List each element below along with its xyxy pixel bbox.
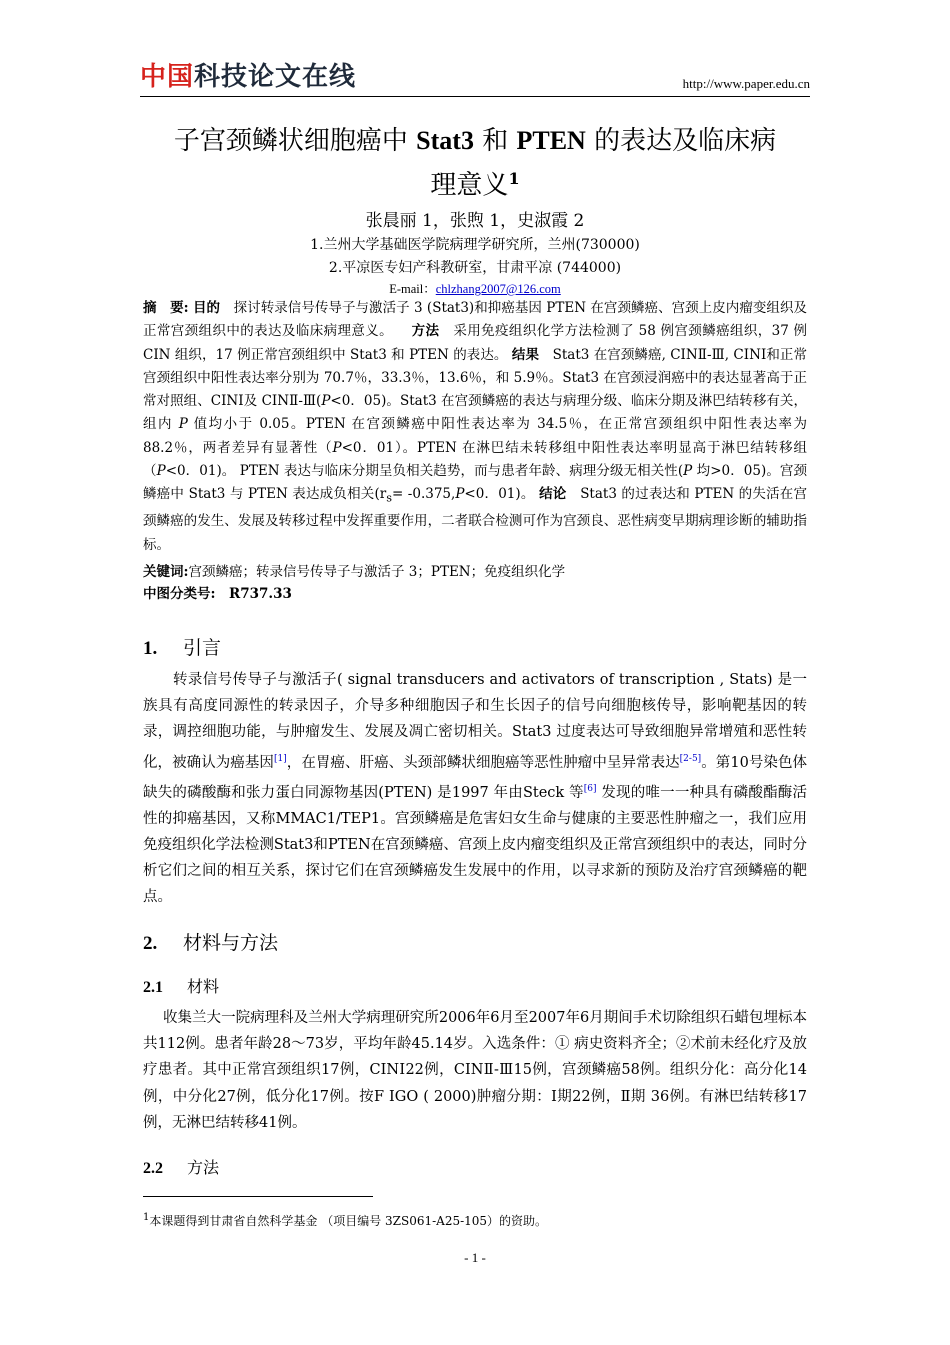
- classification-number: 中图分类号: R737.33: [143, 586, 292, 602]
- abstract: 摘 要: 目的 探讨转录信号传导子与激活子 3 (Stat3)和抑癌基因 PTEN 在宫颈鳞癌、宫颈上皮内瘤变组织及正常宫颈组织中的表达及临床病理意义。 方法 采用免疫组织化学方法检测了 58 例宫颈鳞癌组织，37 例 CIN 组织，17 例正常宫颈组织中 Stat3 和 PTEN 的表达。 结果 Stat3 在宫颈鳞癌, CINⅡ-Ⅲ, CINⅠ和正常宫颈组织中阳性表达率分别为 70.7％，33.3％，13.6％，和 5.9％。Stat3 在宫颈浸润癌中的表达显著高于正常对照组、CINⅠ及 CINⅡ-Ⅲ(P<0．05)。Stat3 在宫颈鳞癌的表达与病理分级、临床分期及淋巴结转移有关，组内 P 值均小于 0.05。PTEN 在宫颈鳞癌中阳性表达率为 34.5％，在正常宫颈组织中阳性表达率为 88.2％，两者差异有显著性（P<0．01）。PTEN 在淋巴结未转移组中阳性表达率明显高于淋巴结转移组（P<0．01)。 PTEN 表达与临床分期呈负相关趋势，而与患者年龄、病理分级无相关性(P 均>0．05)。宫颈鳞癌中 Stat3 与 PTEN 表达成负相关($r_s= -0.375,P<0$．01)。 结论 Stat3 的过表达和 PTEN 的失活在宫颈鳞癌的发生、发展及转移过程中发挥重要作用，二者联合检测可作为宫颈良、恶性病变早期病理诊断的辅助指标。: [143, 300, 808, 553]
- footnote: $^1$本课题得到甘肃省自然科学基金 （项目编号 3ZS061-A25-105）的资助。: [143, 1212, 548, 1228]
- citation-2-5[interactable]: [2-5]: [679, 753, 702, 764]
- footnote-rule: [143, 1196, 373, 1197]
- page-header: [140, 62, 810, 96]
- intro-paragraph: 转录信号传导子与激活子( signal transducers and activators of transcription , Stats) 是一族具有高度同源性的转录因子，介导多种细胞因子和生长因子的信号向细胞核传导，影响靶基因的转录，调控细胞功能，与肿瘤发生、发展及凋亡密切相关。Stat3 过度表达可导致细胞异常增殖和恶性转化，被确认为癌基因[1]，在胃癌、肝癌、头颈部鳞状细胞癌等恶性肿瘤中呈异常表达[2-5]。第10号染色体缺失的磷酸酶和张力蛋白同源物基因(PTEN) 是1997 年由Steck 等[6] 发现的唯一一种具有磷酸酯酶活性的抑癌基因，又称MMAC1/TEP1。宫颈鳞癌是危害妇女生命与健康的主要恶性肿瘤之一，我们应用免疫组织化学法检测Stat3和PTEN在宫颈鳞癌、宫颈上皮内瘤变组织及正常宫颈组织中的表达，同时分析它们之间的相互关系，探讨它们在宫颈鳞癌发生发展中的作用，以寻求新的预防及治疗宫颈鳞癌的靶点。: [143, 672, 808, 906]
- abstract-label: 摘 要:: [143, 300, 189, 316]
- section-1-heading: 1. 引言: [143, 637, 222, 659]
- title-footnote-mark: 1: [508, 169, 520, 188]
- paper-title: 子宫颈鳞状细胞癌中 Stat3 和 PTEN 的表达及临床病 理意义$^1$: [173, 126, 777, 201]
- header-url[interactable]: http://www.paper.edu.cn: [682, 76, 810, 91]
- email-line: E-mail：chlzhang2007@126.com: [389, 282, 561, 296]
- citation-1[interactable]: [1]: [273, 753, 287, 764]
- section-2-heading: 2. 材料与方法: [143, 932, 279, 954]
- email-link[interactable]: chlzhang2007@126.com: [435, 282, 561, 296]
- section-2-2-heading: 2.2 方法: [143, 1158, 220, 1177]
- page-number: - 1 -: [464, 1250, 486, 1265]
- header-rule: [140, 96, 810, 97]
- authors: 张晨丽 1，张煦 1，史淑霞 2: [365, 211, 585, 231]
- section-2-1-heading: 2.1 材料: [143, 977, 220, 996]
- affiliation-1: 1.兰州大学基础医学院病理学研究所，兰州(730000): [310, 237, 640, 253]
- keywords: 关键词:宫颈鳞癌；转录信号传导子与激活子 3；PTEN；免疫组织化学: [143, 564, 566, 580]
- materials-paragraph: 收集兰大一院病理科及兰州大学病理研究所2006年6月至2007年6月期间手术切除组织石蜡包埋标本共112例。患者年龄28～73岁，平均年龄45.14岁。入选条件：① 病史资料齐全；②术前未经化疗及放疗患者。其中正常宫颈组织17例，CINⅠ22例，CINⅡ-Ⅲ15例，宫颈鳞癌58例。组织分化：高分化14例，中分化27例，低分化17例。按F IGO ( 2000)肿瘤分期：Ⅰ期22例，Ⅱ期 36例。有淋巴结转移17例，无淋巴结转移41例。: [143, 1010, 807, 1131]
- site-logo: 中国科技论文在线: [140, 62, 357, 92]
- affiliation-2: 2.平凉医专妇产科教研室，甘肃平凉 (744000): [328, 260, 622, 276]
- citation-6[interactable]: [6]: [583, 783, 597, 794]
